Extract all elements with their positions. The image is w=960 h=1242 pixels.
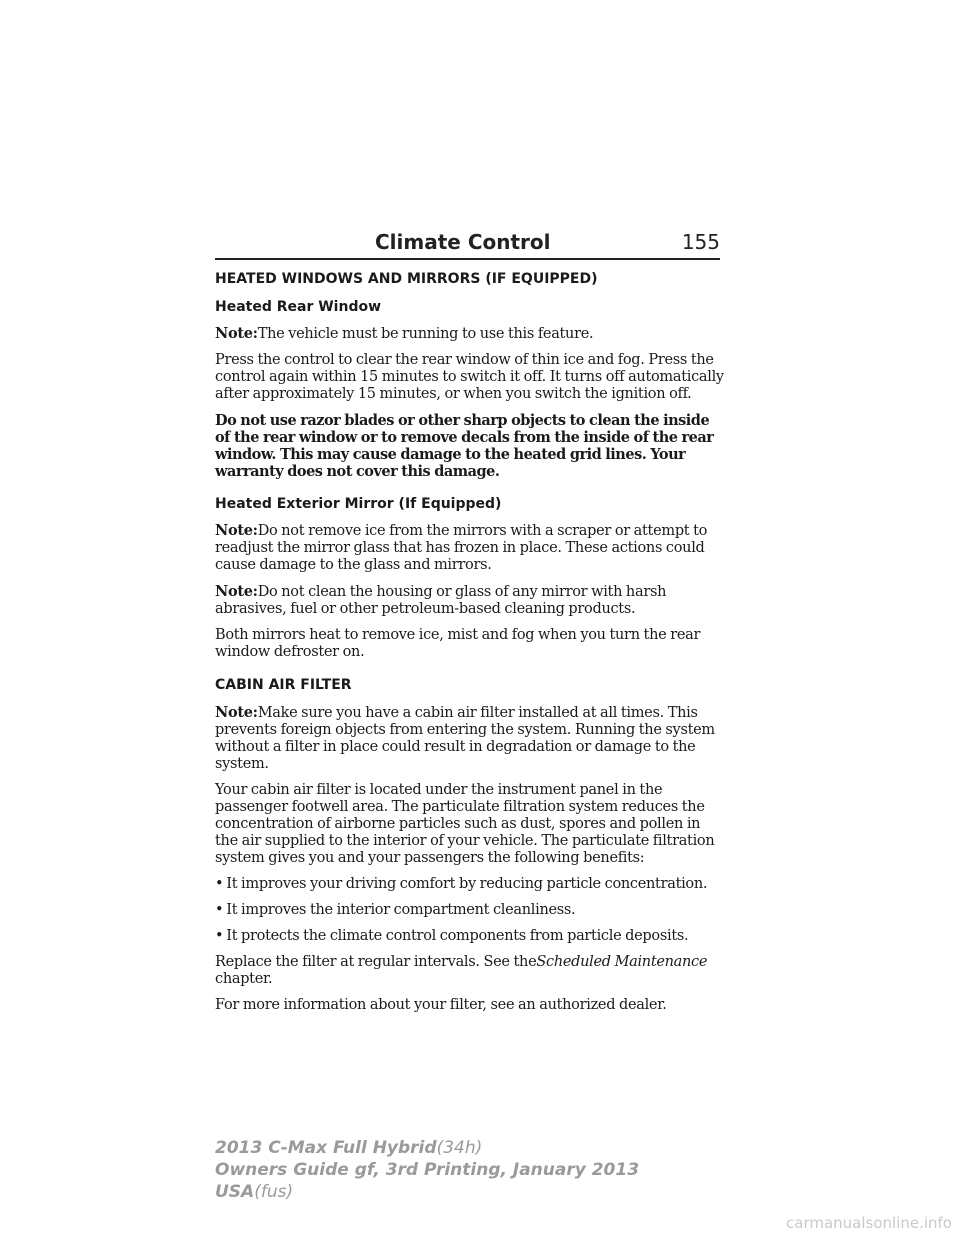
rear-window-note: [215, 325, 725, 343]
header-rule: [215, 258, 720, 260]
benefits-list: [215, 876, 725, 945]
list-item-text: It improves your driving comfort by reducing particle concentration.: [226, 876, 708, 892]
list-item-text: It protects the climate control components from particle deposits.: [226, 928, 689, 944]
note-label: Note:: [215, 583, 258, 600]
footer-line-3: [215, 1181, 639, 1203]
footer-line-2: Owners Guide gf, 3rd Printing, January 2013: [215, 1160, 640, 1180]
note-label: Note:: [215, 325, 258, 342]
replace-text: Replace the filter at regular intervals. See the: [215, 954, 537, 970]
cabin-filter-note: [215, 704, 725, 773]
chapter-title: Climate Control: [375, 230, 551, 254]
heated-section-heading: HEATED WINDOWS AND MIRRORS (IF EQUIPPED): [215, 271, 598, 287]
rear-window-warning: Do not use razor blades or other sharp objects to clean the inside of the rear window or to remove decals from the inside of the rear window. This may cause damage to the heated grid lines. Your warranty does not cover this damage.: [215, 412, 714, 480]
page-header: [215, 228, 720, 260]
heated-rear-window-heading: Heated Rear Window: [215, 299, 382, 315]
note-label: Note:: [215, 522, 258, 539]
scheduled-maintenance-reference: Scheduled Maintenance: [536, 954, 708, 970]
cabin-filter-paragraph: Your cabin air filter is located under the instrument panel in the passenger footwell area. The particulate filtration system reduces the concentration of airborne particles such as dust, spores and pollen in the air supplied to the interior of your vehicle. The particulate filtration system gives you and your passengers the following benefits:: [215, 782, 715, 866]
page-footer: [215, 1137, 639, 1203]
mirror-note-2: [215, 583, 725, 618]
replace-filter-paragraph: [215, 954, 725, 988]
list-item: [215, 876, 725, 893]
note-text: Do not remove ice from the mirrors with a scraper or attempt to readjust the mirror glass that has frozen in place. These actions could cause damage to the glass and mirrors.: [215, 523, 708, 573]
heated-mirror-heading: Heated Exterior Mirror (If Equipped): [215, 496, 502, 512]
bullet-icon: •: [215, 876, 224, 892]
footer-line-1: [215, 1137, 639, 1159]
list-item: [215, 928, 725, 945]
note-text: Make sure you have a cabin air filter installed at all times. This prevents foreign objects from entering the system. Running the system without a filter in place could result in degradation or damage to the system.: [215, 705, 715, 772]
footer-model: 2013 C-Max Full Hybrid: [215, 1138, 437, 1158]
note-label: Note:: [215, 704, 258, 721]
bullet-icon: •: [215, 902, 224, 918]
more-info-paragraph: For more information about your filter, see an authorized dealer.: [215, 997, 667, 1013]
mirror-paragraph: Both mirrors heat to remove ice, mist and fog when you turn the rear window defroster on.: [215, 627, 701, 660]
note-text: Do not clean the housing or glass of any mirror with harsh abrasives, fuel or other petroleum-based cleaning products.: [215, 584, 667, 617]
cabin-filter-heading: CABIN AIR FILTER: [215, 677, 352, 693]
watermark: carmanualsonline.info: [786, 1214, 952, 1232]
bullet-icon: •: [215, 928, 224, 944]
page-content: [215, 270, 725, 1023]
footer-model-code: (34h): [436, 1138, 483, 1158]
page-number: 155: [681, 230, 720, 254]
rear-window-paragraph: Press the control to clear the rear window of thin ice and fog. Press the control again within 15 minutes to switch it off. It turns off automatically after approximately 15 minutes, or when you switch the ignition off.: [215, 352, 724, 402]
mirror-note-1: [215, 522, 725, 574]
list-item: [215, 902, 725, 919]
footer-market-code: (fus): [254, 1182, 294, 1202]
note-text: The vehicle must be running to use this feature.: [257, 326, 594, 342]
list-item-text: It improves the interior compartment cleanliness.: [226, 902, 576, 918]
footer-market: USA: [215, 1182, 255, 1202]
replace-suffix: chapter.: [215, 971, 273, 987]
